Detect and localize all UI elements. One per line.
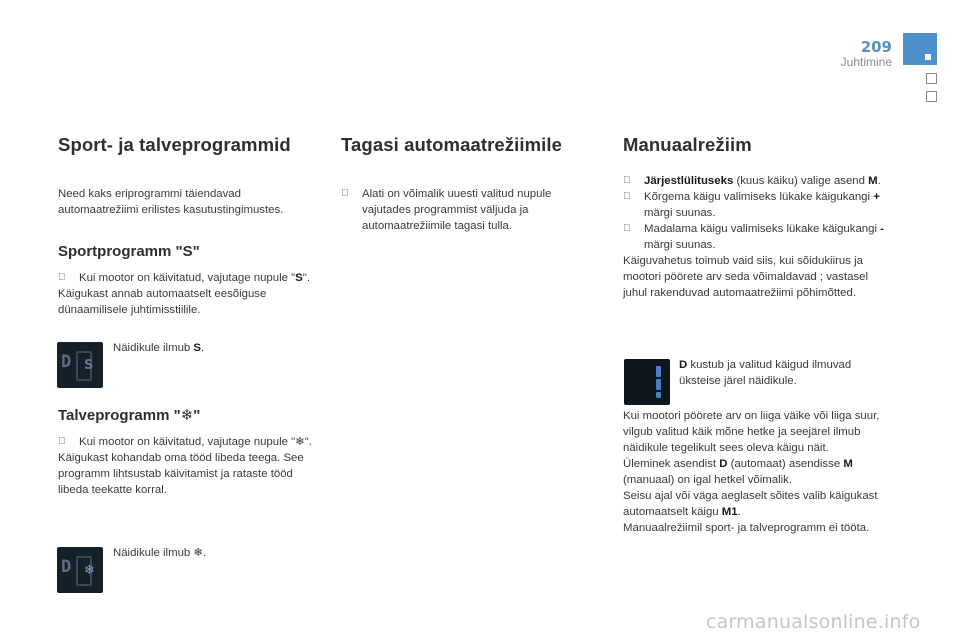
column-auto: [341, 134, 586, 234]
manual-text-block: [623, 408, 893, 536]
intro-text: Need kaks eriprogrammi täiendavad automaatrežiimi erilistes kasutustingimustes.: [58, 188, 284, 216]
bullet-winter: Kui mootor on käivitatud, vajutage nupule "❄".: [58, 434, 320, 450]
bullet-icon: [623, 173, 631, 189]
note-winter: Näidikule ilmub ❄.: [113, 547, 207, 559]
section-tab-active: [903, 33, 937, 65]
bullet-icon: [623, 221, 631, 237]
heading-auto: Tagasi automaatrežiimile: [341, 134, 563, 155]
heading-sport: Sportprogramm "S": [58, 243, 200, 260]
manual-text-5: Manuaalrežiimil sport- ja talveprogramm ei tööta.: [623, 522, 870, 534]
display-gear-icon: [624, 359, 670, 405]
bullet-manual-3: Madalama käigu valimiseks lükake käigukangi - märgi suunas.: [623, 221, 893, 253]
section-tab: [926, 73, 937, 84]
manual-text-3: Üleminek asendist D (automaat) asendisse M (manuaal) on igal hetkel võimalik.: [623, 458, 853, 486]
column-manual: [623, 134, 893, 301]
page-number: 209: [860, 38, 892, 56]
column-sport-winter: [58, 134, 320, 498]
watermark: carmanualsonline.info: [706, 611, 921, 633]
bullet-icon: [341, 186, 349, 202]
note-sport: Näidikule ilmub S.: [113, 342, 205, 354]
display-winter-icon: D ❄: [57, 547, 103, 593]
heading-manual: Manuaalrežiim: [623, 134, 752, 155]
bullet-manual-2: Kõrgema käigu valimiseks lükake käigukangi + märgi suunas.: [623, 189, 893, 221]
note-manual: D kustub ja valitud käigud ilmuvad üksteise järel näidikule.: [679, 359, 852, 387]
bullet-icon: [623, 189, 631, 205]
section-tab: [926, 91, 937, 102]
display-sport-icon: D S: [57, 342, 103, 388]
heading-sport-winter: Sport- ja talveprogrammid: [58, 134, 291, 155]
manual-text-1: Käiguvahetus toimub vaid siis, kui sõidukiirus ja mootori pöörete arv seda võimaldavad ; vastasel juhul rakenduvad automaatrežiimi põhimõtted.: [623, 255, 869, 299]
section-title: Juhtimine: [840, 55, 892, 69]
bullet-auto: Alati on võimalik uuesti valitud nupule vajutades programmist väljuda ja automaatrežiimile tagasi tulla.: [341, 186, 586, 234]
bullet-icon: [58, 434, 66, 450]
sport-text: Käigukast annab automaatselt eesõiguse dünaamilisele juhtimisstiilile.: [58, 288, 267, 316]
bullet-manual-1: Järjestlülituseks (kuus käiku) valige asend M.: [623, 173, 893, 189]
bullet-icon: [58, 270, 66, 286]
bullet-sport: Kui mootor on käivitatud, vajutage nupule "S".: [58, 270, 320, 286]
manual-text-2: Kui mootori pöörete arv on liiga väike või liiga suur, vilgub valitud käik mõne hetke ja seejärel ilmub näidikule tegelikult sees oleva käigu näit.: [623, 410, 880, 454]
winter-text: Käigukast kohandab oma tööd libeda teega. See programm lihtsustab käivitamist ja rataste tööd libeda teekatte korral.: [58, 452, 304, 496]
heading-winter: Talveprogramm "❄": [58, 407, 201, 424]
manual-text-4: Seisu ajal või väga aeglaselt sõites valib käigukast automaatselt käigu M1.: [623, 490, 878, 518]
